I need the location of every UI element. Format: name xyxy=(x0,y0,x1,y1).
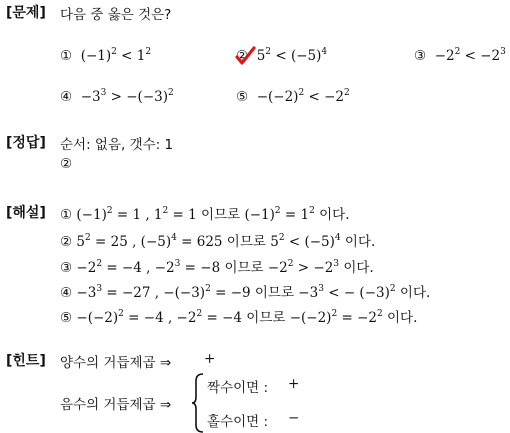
expr: 이다. xyxy=(339,260,374,276)
option-exponent: 2 xyxy=(111,47,117,57)
hint-tag: [힌트] xyxy=(6,353,46,369)
option-exponent: 3 xyxy=(100,88,107,98)
exponent: 4 xyxy=(171,233,177,243)
exponent: 2 xyxy=(389,284,396,294)
expr: = −4 , −2 xyxy=(123,310,197,326)
expr: 이다. xyxy=(395,285,431,301)
question-text: 다음 중 옳은 것은? xyxy=(60,7,172,23)
expr: = 25 , (−5) xyxy=(90,234,172,250)
option-number: ① xyxy=(60,48,73,64)
expr: 이다. xyxy=(382,310,418,326)
expr: (−1) xyxy=(76,207,107,223)
expr: = −8 이므로 −2 xyxy=(180,260,288,276)
exponent: 3 xyxy=(174,259,181,269)
answer-summary: 순서: 없음, 갯수: 1 xyxy=(60,137,174,153)
exponent: 3 xyxy=(96,284,103,294)
option-term: (−5) xyxy=(290,48,322,64)
expr: = 1 , 1 xyxy=(112,207,163,223)
hint-positive: 양수의 거듭제곱 ⇒ xyxy=(60,355,172,371)
option-exponent: 4 xyxy=(321,47,328,57)
exponent: 2 xyxy=(205,284,211,294)
exponent: 3 xyxy=(318,284,324,294)
option-5[interactable] xyxy=(236,89,350,105)
explanation-line-3 xyxy=(60,256,374,276)
option-number: ② xyxy=(236,48,249,64)
expr: = −2 xyxy=(337,310,377,326)
expr: 5 xyxy=(76,234,85,250)
explanation-line-4 xyxy=(60,281,430,301)
exponent: 2 xyxy=(287,259,294,269)
exponent: 3 xyxy=(333,259,340,269)
exponent: 2 xyxy=(106,206,113,216)
expr: = 1 xyxy=(280,207,310,223)
option-exponent: 2 xyxy=(344,88,350,98)
expr: < − (−3) xyxy=(323,285,390,301)
option-exponent: 3 xyxy=(500,47,506,57)
option-operator: < xyxy=(116,48,137,64)
option-number: ④ xyxy=(60,89,73,105)
expr: 이다. xyxy=(340,234,376,250)
hint-odd: 홀수이면 : xyxy=(207,414,269,430)
curly-brace-icon xyxy=(191,373,205,433)
explanation-line-1 xyxy=(60,203,350,223)
expr: = −4 , −2 xyxy=(102,260,175,276)
option-exponent: 2 xyxy=(168,88,174,98)
option-term: −2 xyxy=(324,89,344,105)
exponent: 2 xyxy=(274,206,281,216)
option-term: −2 xyxy=(434,48,455,64)
option-term: (−1) xyxy=(80,48,112,64)
expr: = 625 이므로 5 xyxy=(176,234,279,250)
expr: < (−5) xyxy=(284,234,335,250)
option-operator: > xyxy=(106,89,127,105)
explanation-line-5 xyxy=(60,306,417,326)
exponent: 2 xyxy=(309,206,315,216)
option-exponent: 2 xyxy=(265,47,272,57)
exponent: 2 xyxy=(331,309,338,319)
option-term: −(−2) xyxy=(256,89,299,105)
line-number: ② xyxy=(60,234,73,250)
option-number: ③ xyxy=(414,48,427,64)
option-exponent: 2 xyxy=(454,47,461,57)
exponent: 2 xyxy=(162,206,169,216)
exponent: 2 xyxy=(96,259,103,269)
option-exponent: 2 xyxy=(145,47,152,57)
expr: −2 xyxy=(76,260,97,276)
option-term: −(−3) xyxy=(126,89,168,105)
expr: = −4 이므로 −(−2) xyxy=(202,310,332,326)
exponent: 2 xyxy=(376,309,383,319)
option-term: 5 xyxy=(256,48,266,64)
expr: > −2 xyxy=(293,260,334,276)
expr: = 1 이므로 (−1) xyxy=(168,207,275,223)
option-operator: < xyxy=(271,48,291,64)
option-number: ⑤ xyxy=(236,89,249,105)
option-term: 1 xyxy=(136,48,146,64)
hint-even-sign: + xyxy=(288,376,300,392)
expr: −(−2) xyxy=(76,310,119,326)
problem-tag: [문제] xyxy=(6,5,46,21)
checkmark-icon xyxy=(234,45,256,67)
line-number: ③ xyxy=(60,260,73,276)
line-number: ④ xyxy=(60,285,73,301)
exponent: 2 xyxy=(118,309,124,319)
option-term: −3 xyxy=(80,89,101,105)
expr: −3 xyxy=(76,285,97,301)
explanation-tag: [해설] xyxy=(6,205,46,221)
explanation-line-2 xyxy=(60,230,375,250)
line-number: ① xyxy=(60,207,73,223)
exponent: 4 xyxy=(334,233,341,243)
expr: 이다. xyxy=(314,207,350,223)
option-exponent: 2 xyxy=(298,88,305,98)
option-3[interactable] xyxy=(414,48,506,64)
hint-negative: 음수의 거듭제곱 ⇒ xyxy=(60,397,172,413)
hint-even: 짝수이면 : xyxy=(207,380,269,396)
expr: = −9 이므로 −3 xyxy=(210,285,319,301)
line-number: ⑤ xyxy=(60,310,73,326)
option-term: −2 xyxy=(480,48,501,64)
option-operator: < xyxy=(460,48,481,64)
hint-odd-sign: − xyxy=(288,410,300,426)
exponent: 2 xyxy=(85,233,91,243)
hint-positive-sign: + xyxy=(204,351,216,367)
option-1[interactable] xyxy=(60,48,151,64)
option-operator: < xyxy=(304,89,325,105)
exponent: 2 xyxy=(196,309,203,319)
expr: = −27 , −(−3) xyxy=(102,285,206,301)
exponent: 2 xyxy=(278,233,285,243)
option-4[interactable] xyxy=(60,89,174,105)
answer-value: ② xyxy=(60,156,73,172)
answer-tag: [정답] xyxy=(6,135,46,151)
